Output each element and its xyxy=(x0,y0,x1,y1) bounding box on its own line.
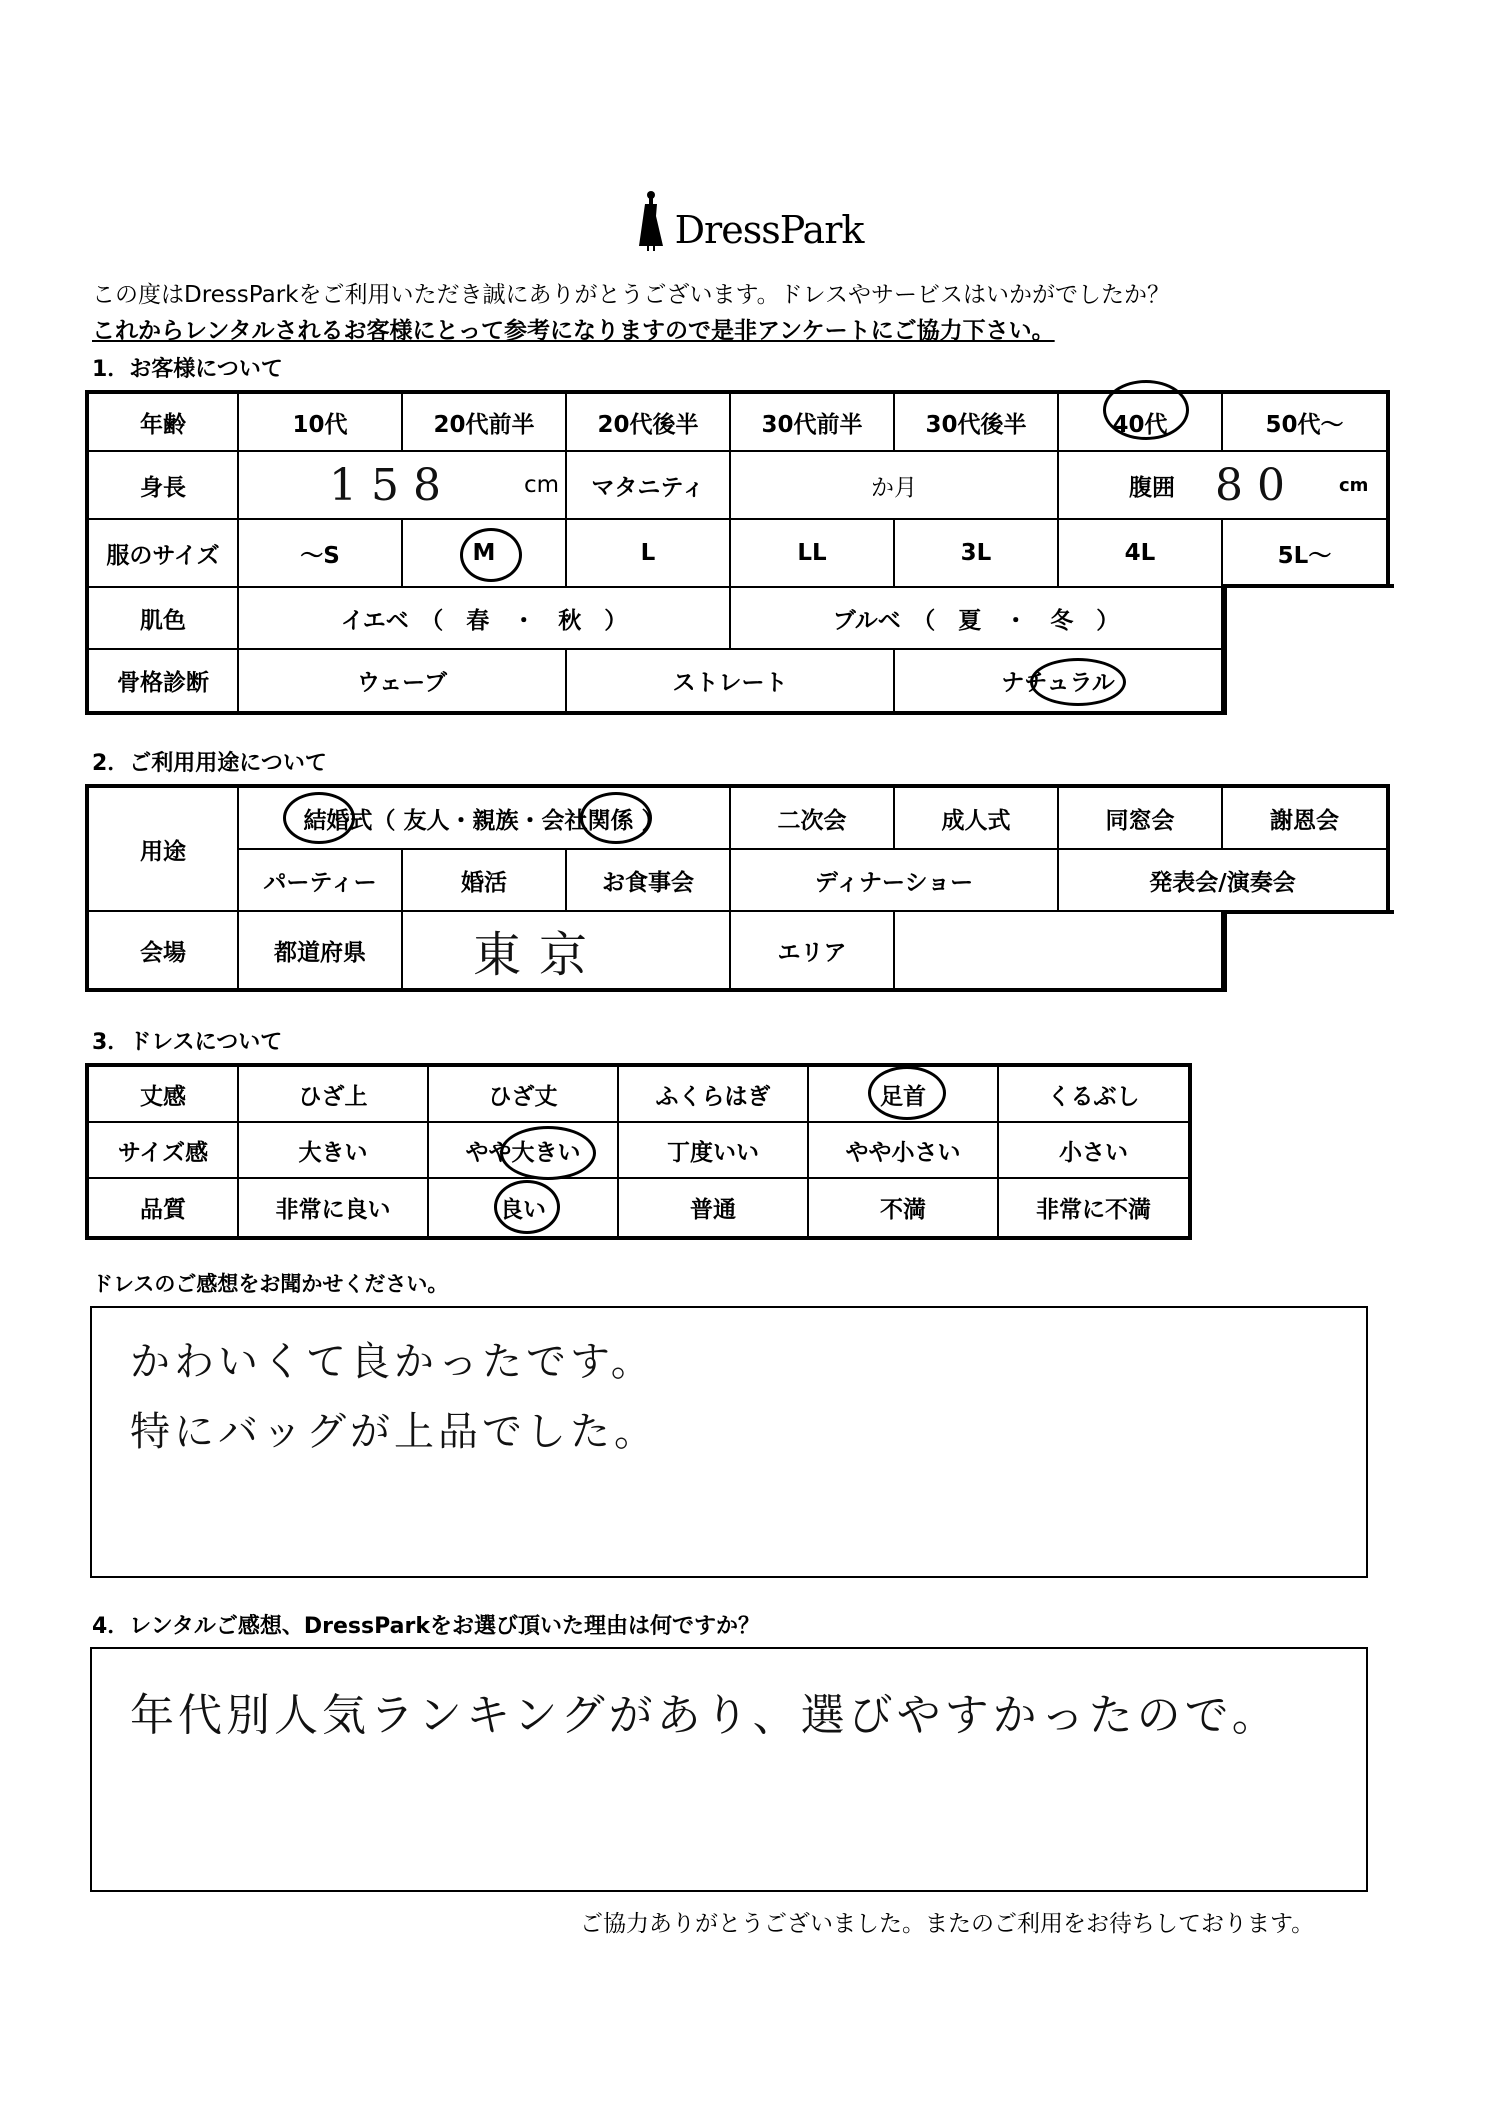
section1-title: 1．お客様について xyxy=(92,357,283,382)
dresspark-logo xyxy=(0,190,1500,256)
usage-option[interactable]: 同窓会 xyxy=(1059,788,1223,850)
footer-thanks: ご協力ありがとうございました。またのご利用をお待ちしております。 xyxy=(580,1911,1315,1937)
section2-title: 2．ご利用用途について xyxy=(92,751,327,776)
skin-yellow-option[interactable]: イエベ （ 春 ・ 秋 ） xyxy=(239,588,731,650)
maternity-label: マタニティ xyxy=(567,452,731,520)
quality-option[interactable]: 非常に不満 xyxy=(1036,1197,1151,1223)
usage-option[interactable]: パーティー xyxy=(239,850,403,912)
size-option[interactable]: 5L～ xyxy=(1223,520,1386,588)
fit-option-selected[interactable]: やや大きい xyxy=(429,1123,619,1179)
size-option[interactable]: 4L xyxy=(1059,520,1223,588)
frame-option[interactable]: ウェーブ xyxy=(239,650,567,711)
age-option[interactable]: 50代～ xyxy=(1223,394,1386,452)
usage-option[interactable]: 成人式 xyxy=(895,788,1059,850)
area-field[interactable] xyxy=(895,912,1223,988)
size-label: 服のサイズ xyxy=(89,520,239,588)
logo-text: DressPark xyxy=(674,208,864,252)
section3-title: 3．ドレスについて xyxy=(92,1030,283,1055)
prefecture-value: 東京 xyxy=(473,926,606,983)
length-option[interactable]: ふくらはぎ xyxy=(619,1067,809,1123)
usage-option[interactable]: 発表会/演奏会 xyxy=(1059,850,1386,912)
size-option-selected[interactable]: M xyxy=(403,520,567,588)
skin-label: 肌色 xyxy=(89,588,239,650)
table-edge xyxy=(1223,910,1227,992)
size-option[interactable]: 3L xyxy=(895,520,1059,588)
height-value: 158 xyxy=(329,459,455,511)
length-option-selected[interactable]: 足首 xyxy=(809,1067,999,1123)
quality-option[interactable]: 非常に良い xyxy=(239,1179,429,1236)
dress-icon xyxy=(637,190,665,252)
usage-wedding-option[interactable]: 結婚式（ 友人・親族・会社関係 ） xyxy=(239,788,731,850)
usage-label: 用途 xyxy=(89,788,239,912)
maternity-field[interactable] xyxy=(731,452,1059,520)
prefecture-field[interactable] xyxy=(403,912,731,988)
usage-option[interactable]: 二次会 xyxy=(731,788,895,850)
prefecture-label: 都道府県 xyxy=(239,912,403,988)
length-option[interactable]: ひざ上 xyxy=(239,1067,429,1123)
length-label: 丈感 xyxy=(89,1067,239,1123)
section4-title: 4．レンタルご感想、DressParkをお選び頂いた理由は何ですか？ xyxy=(92,1614,760,1639)
fit-option[interactable]: やや小さい xyxy=(809,1123,999,1179)
impression-box[interactable] xyxy=(90,1306,1368,1578)
table-edge xyxy=(1223,584,1394,588)
frame-label: 骨格診断 xyxy=(89,650,239,711)
age-option[interactable]: 20代前半 xyxy=(403,394,567,452)
impression-line: かわいくて良かったです。 xyxy=(130,1339,655,1385)
frame-option[interactable]: ストレート xyxy=(567,650,895,711)
impression-label: ドレスのご感想をお聞かせください。 xyxy=(92,1272,449,1296)
length-option[interactable]: ひざ丈 xyxy=(429,1067,619,1123)
fit-option[interactable]: 大きい xyxy=(239,1123,429,1179)
height-unit: cm xyxy=(523,472,559,498)
table-notch xyxy=(1223,588,1394,719)
height-field[interactable] xyxy=(239,452,567,520)
frame-option-selected[interactable]: ナチュラル xyxy=(895,650,1223,711)
reason-box[interactable] xyxy=(90,1647,1368,1892)
waist-field[interactable] xyxy=(1059,452,1386,520)
waist-unit: cm xyxy=(1339,474,1369,496)
intro-request: これからレンタルされるお客様にとって参考になりますので是非アンケートにご協力下さい。 xyxy=(92,318,1055,344)
waist-label: 腹囲 xyxy=(1129,474,1175,501)
usage-option[interactable]: 婚活 xyxy=(403,850,567,912)
length-option[interactable]: くるぶし xyxy=(999,1067,1188,1123)
size-option[interactable]: LL xyxy=(731,520,895,588)
fit-option[interactable]: 丁度いい xyxy=(619,1123,809,1179)
height-label: 身長 xyxy=(89,452,239,520)
quality-option[interactable]: 不満 xyxy=(809,1179,999,1236)
usage-option[interactable]: 謝恩会 xyxy=(1223,788,1386,850)
size-option[interactable]: L xyxy=(567,520,731,588)
fit-label: サイズ感 xyxy=(89,1123,239,1179)
fit-option[interactable]: 小さい xyxy=(999,1123,1188,1179)
usage-option[interactable]: お食事会 xyxy=(567,850,731,912)
age-option-selected[interactable]: 40代 xyxy=(1059,394,1223,452)
age-option[interactable]: 30代前半 xyxy=(731,394,895,452)
impression-line: 特にバッグが上品でした。 xyxy=(130,1409,658,1455)
skin-blue-option[interactable]: ブルベ （ 夏 ・ 冬 ） xyxy=(731,588,1223,650)
maternity-unit: か月 xyxy=(871,474,917,501)
age-option[interactable]: 20代後半 xyxy=(567,394,731,452)
quality-option-selected[interactable]: 良い xyxy=(429,1179,619,1236)
area-label: エリア xyxy=(731,912,895,988)
age-option[interactable]: 10代 xyxy=(239,394,403,452)
table-edge xyxy=(1223,910,1394,914)
usage-option[interactable]: ディナーショー xyxy=(731,850,1059,912)
quality-option[interactable]: 普通 xyxy=(619,1179,809,1236)
intro-text: この度はDressParkをご利用いただき誠にありがとうございます。ドレスやサービスはいかがでしたか？ xyxy=(92,282,1170,308)
table-notch xyxy=(1223,912,1394,996)
table-edge xyxy=(1223,586,1227,715)
venue-label: 会場 xyxy=(89,912,239,988)
waist-value: 80 xyxy=(1215,459,1299,511)
size-option[interactable]: ～S xyxy=(239,520,403,588)
reason-line: 年代別人気ランキングがあり、選びやすかったので。 xyxy=(130,1690,1280,1741)
quality-label: 品質 xyxy=(89,1179,239,1236)
age-label: 年齢 xyxy=(89,394,239,452)
age-option[interactable]: 30代後半 xyxy=(895,394,1059,452)
